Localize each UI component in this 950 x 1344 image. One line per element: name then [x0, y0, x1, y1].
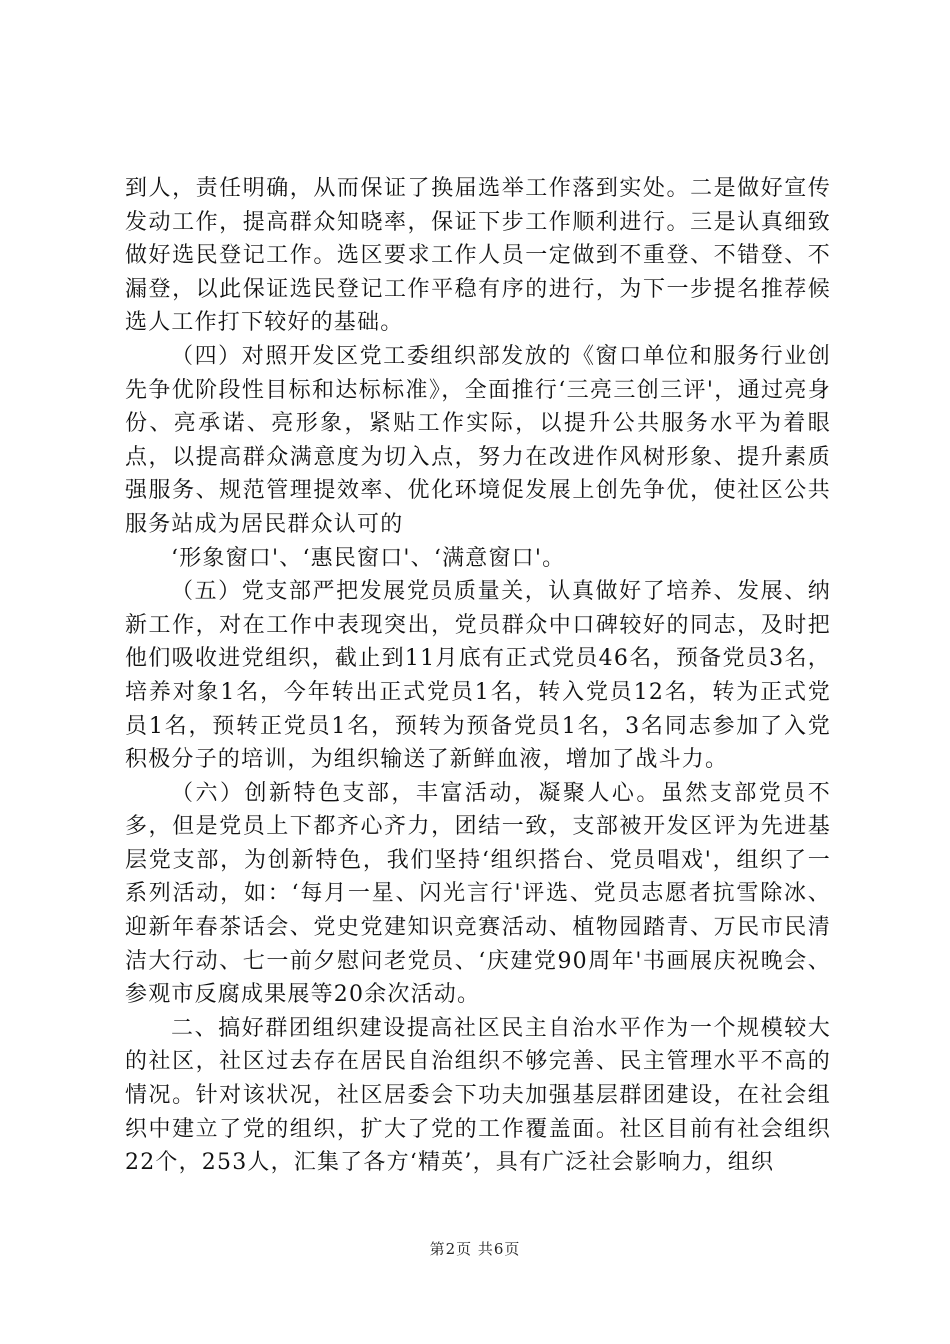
paragraph-part-2: 二、搞好群团组织建设提高社区民主自治水平作为一个规模较大的社区，社区过去存在居民自治组织不够完善、民主管理水平不高的情况。针对该状况，社区居委会下功夫加强基层群团建设，在社会组织中建立了党的组织，扩大了党的工作覆盖面。社区目前有社会组织22个，253人，汇集了各方‘精英’，具有广泛社会影响力，组织	[125, 1015, 831, 1176]
paragraph-continuation: 到人，责任明确，从而保证了换届选举工作落到实处。二是做好宣传发动工作，提高群众知晓率，保证下步工作顺利进行。三是认真细致做好选民登记工作。选区要求工作人员一定做到不重登、不错登、不漏登，以此保证选民登记工作平稳有序的进行，为下一步提名推荐候选人工作打下较好的基础。	[125, 176, 831, 336]
paragraph-window-slogans: ‘形象窗口'、‘惠民窗口'、‘满意窗口'。	[171, 545, 566, 571]
document-body	[125, 172, 831, 1180]
paragraph-section-4: （四）对照开发区党工委组织部发放的《窗口单位和服务行业创先争优阶段性目标和达标标准》，全面推行‘三亮三创三评'，通过亮身份、亮承诺、亮形象，紧贴工作实际，以提升公共服务水平为着眼点，以提高群众满意度为切入点，努力在改进作风树形象、提升素质强服务、规范管理提效率、优化环境促发展上创先争优，使社区公共服务站成为居民群众认可的	[125, 343, 831, 537]
paragraph-section-5: （五）党支部严把发展党员质量关，认真做好了培养、发展、纳新工作，对在工作中表现突出，党员群众中口碑较好的同志，及时把他们吸收进党组织，截止到11月底有正式党员46名，预备党员3名，培养对象1名，今年转出正式党员1名，转入党员12名，转为正式党员1名，预转正党员1名，预转为预备党员1名，3名同志参加了入党积极分子的培训，为组织输送了新鲜血液，增加了战斗力。	[125, 579, 831, 773]
paragraph-section-6: （六）创新特色支部，丰富活动，凝聚人心。虽然支部党员不多，但是党员上下都齐心齐力，团结一致，支部被开发区评为先进基层党支部，为创新特色，我们坚持‘组织搭台、党员唱戏'，组织了一系列活动，如：‘每月一星、闪光言行'评选、党员志愿者抗雪除冰、迎新年春茶话会、党史党建知识竞赛活动、植物园踏青、万民市民清洁大行动、七一前夕慰问老党员、‘庆建党90周年'书画展庆祝晚会、参观市反腐成果展等20余次活动。	[125, 780, 831, 1008]
page-number-footer: 第2页 共6页	[429, 1240, 521, 1258]
